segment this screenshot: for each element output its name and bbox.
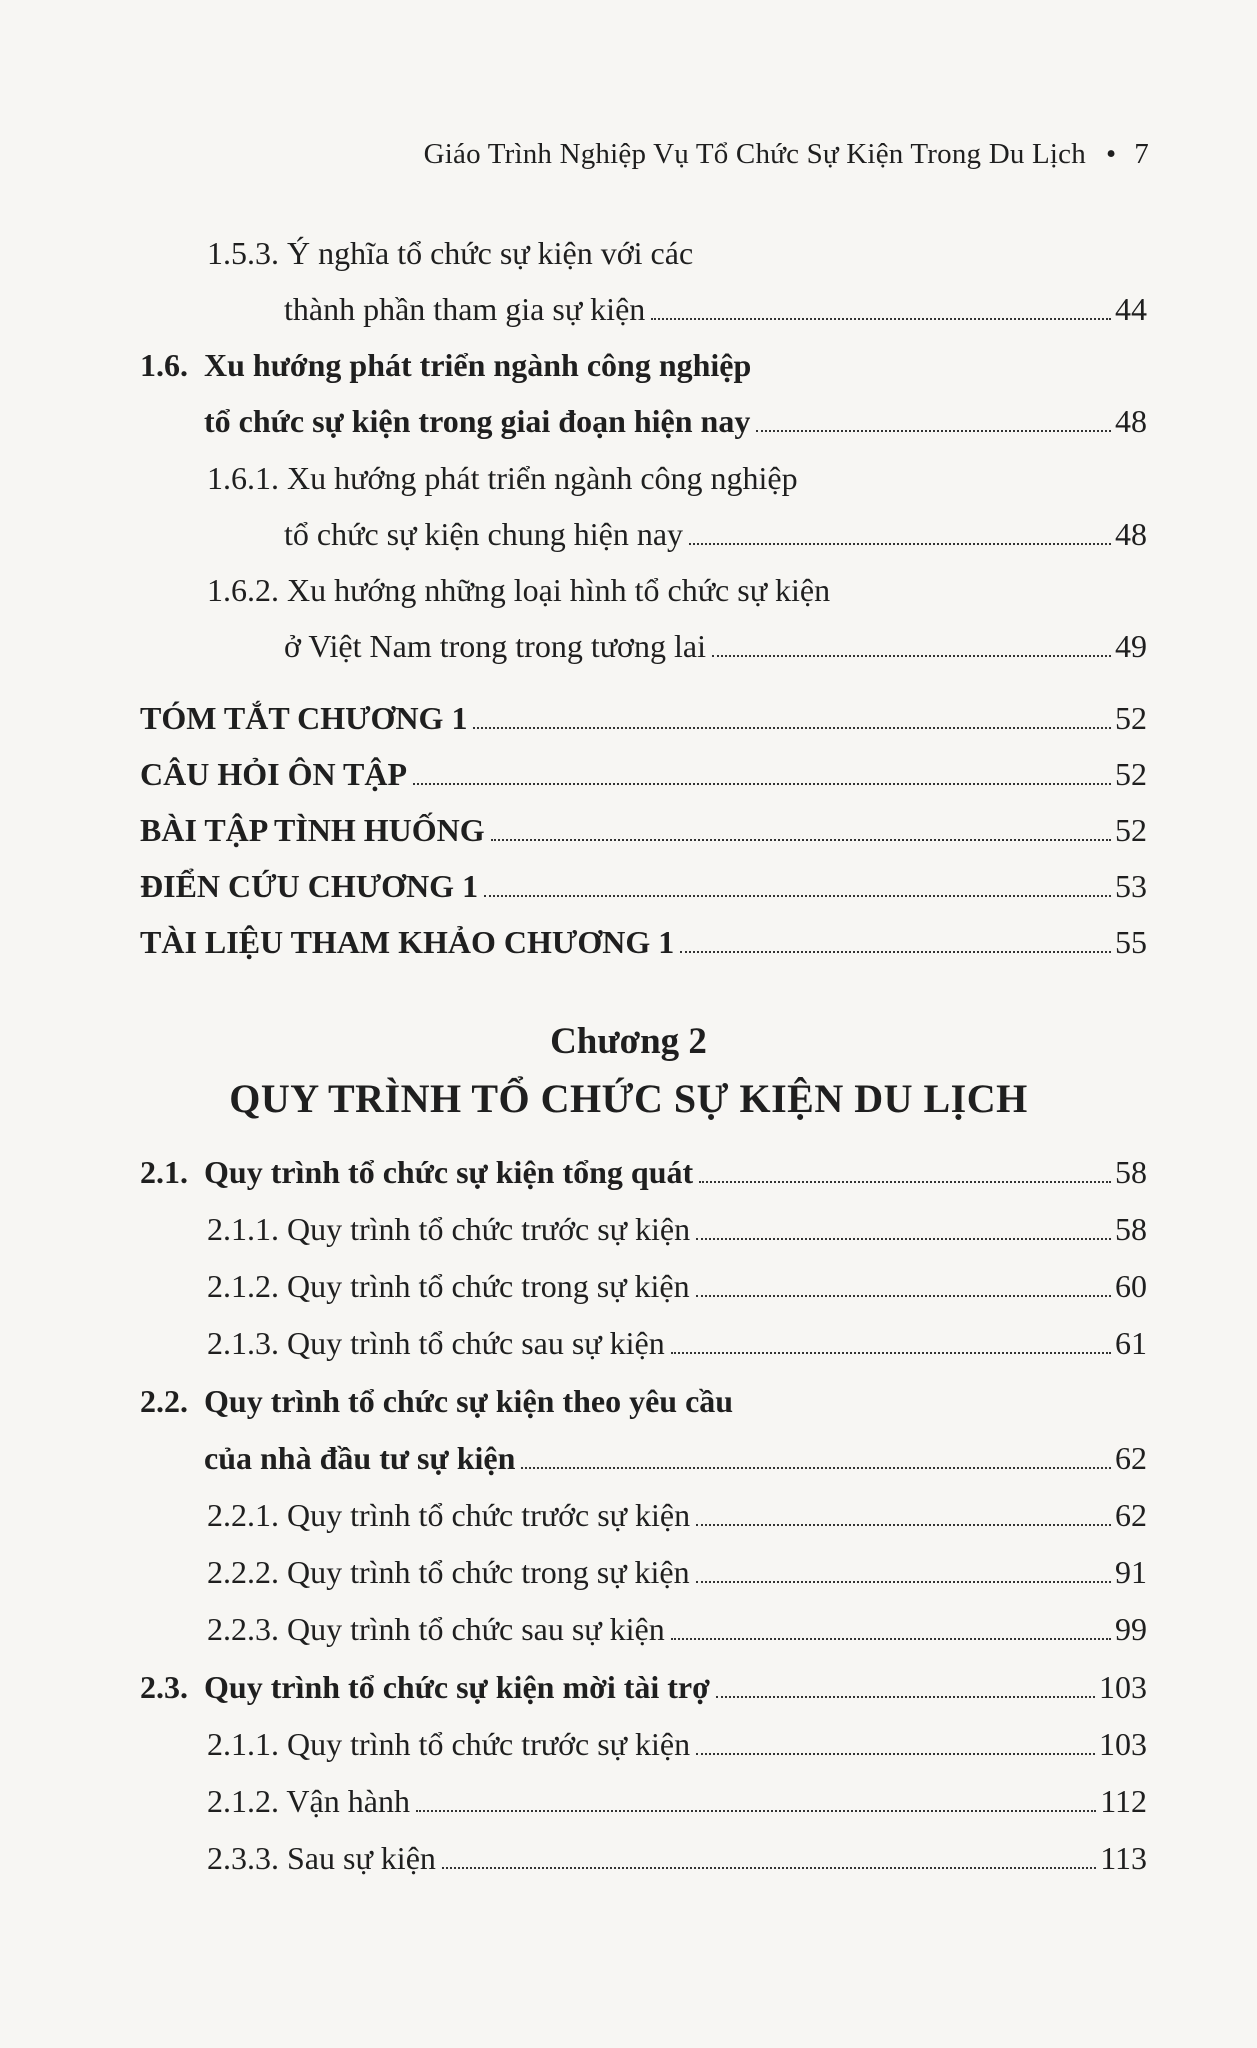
toc-entry-1-6-line1: 1.6. Xu hướng phát triển ngành công nghiệp <box>140 347 752 383</box>
running-header <box>424 138 1149 171</box>
toc-entry-1-5-3[interactable]: thành phần tham gia sự kiện 44 <box>284 291 1147 327</box>
toc-page: 60 <box>1115 1268 1147 1304</box>
toc-page: 52 <box>1115 812 1147 848</box>
dot-leader <box>491 839 1111 841</box>
dot-leader <box>651 318 1111 320</box>
dot-leader <box>696 1581 1111 1583</box>
dot-leader <box>671 1638 1111 1640</box>
toc-references-chapter-1[interactable]: TÀI LIỆU THAM KHẢO CHƯƠNG 1 55 <box>140 924 1147 960</box>
toc-review-questions[interactable]: CÂU HỎI ÔN TẬP 52 <box>140 756 1147 792</box>
toc-case-exercises[interactable]: BÀI TẬP TÌNH HUỐNG 52 <box>140 812 1147 848</box>
dot-leader <box>696 1238 1111 1240</box>
toc-entry-1-6-1-line1: 1.6.1. Xu hướng phát triển ngành công nghiệp <box>207 460 798 496</box>
dot-leader <box>416 1810 1096 1812</box>
toc-page: 49 <box>1115 628 1147 664</box>
toc-entry-2-3-1[interactable]: 2.1.1. Quy trình tổ chức trước sự kiện 103 <box>207 1726 1147 1762</box>
toc-entry-2-2-line1: 2.2. Quy trình tổ chức sự kiện theo yêu cầu <box>140 1383 734 1419</box>
dot-leader <box>712 655 1111 657</box>
toc-page: 55 <box>1115 924 1147 960</box>
toc-page: 113 <box>1100 1840 1147 1876</box>
toc-page: 48 <box>1115 516 1147 552</box>
toc-page: 52 <box>1115 700 1147 736</box>
toc-entry-1-6[interactable]: tổ chức sự kiện trong giai đoạn hiện nay 48 <box>204 403 1147 439</box>
dot-leader <box>413 783 1111 785</box>
toc-page: 99 <box>1115 1611 1147 1647</box>
toc-page: 53 <box>1115 868 1147 904</box>
header-separator: • <box>1105 138 1117 170</box>
book-title: Giáo Trình Nghiệp Vụ Tổ Chức Sự Kiện Trong Du Lịch <box>423 138 1086 170</box>
toc-summary-chapter-1[interactable]: TÓM TẮT CHƯƠNG 1 52 <box>140 700 1147 736</box>
toc-page: 62 <box>1115 1440 1147 1476</box>
dot-leader <box>696 1295 1111 1297</box>
chapter-label: Chương 2 <box>550 1021 707 1062</box>
toc-case-study-chapter-1[interactable]: ĐIỂN CỨU CHƯƠNG 1 53 <box>140 868 1147 904</box>
toc-page: 44 <box>1115 291 1147 327</box>
toc-page: 58 <box>1115 1211 1147 1247</box>
toc-entry-2-2-3[interactable]: 2.2.3. Quy trình tổ chức sau sự kiện 99 <box>207 1611 1147 1647</box>
dot-leader <box>521 1467 1111 1469</box>
toc-entry-1-6-1[interactable]: tổ chức sự kiện chung hiện nay 48 <box>284 516 1147 552</box>
toc-entry-2-3-3[interactable]: 2.3.3. Sau sự kiện 113 <box>207 1840 1147 1876</box>
toc-entry-2-2[interactable]: của nhà đầu tư sự kiện 62 <box>204 1440 1147 1476</box>
toc-entry-2-1-2[interactable]: 2.1.2. Quy trình tổ chức trong sự kiện 60 <box>207 1268 1147 1304</box>
toc-page: 91 <box>1115 1554 1147 1590</box>
toc-page: 52 <box>1115 756 1147 792</box>
toc-entry-1-6-2-line1: 1.6.2. Xu hướng những loại hình tổ chức sự kiện <box>207 572 831 608</box>
toc-entry-2-1[interactable]: 2.1. Quy trình tổ chức sự kiện tổng quát 58 <box>140 1154 1147 1190</box>
dot-leader <box>473 727 1111 729</box>
toc-entry-2-3[interactable]: 2.3. Quy trình tổ chức sự kiện mời tài trợ 103 <box>140 1669 1147 1705</box>
dot-leader <box>689 543 1111 545</box>
toc-page: 112 <box>1100 1783 1147 1819</box>
toc-entry-2-2-2[interactable]: 2.2.2. Quy trình tổ chức trong sự kiện 91 <box>207 1554 1147 1590</box>
toc-page: 103 <box>1099 1669 1147 1705</box>
dot-leader <box>699 1181 1111 1183</box>
dot-leader <box>696 1524 1111 1526</box>
dot-leader <box>671 1352 1111 1354</box>
dot-leader <box>442 1867 1096 1869</box>
toc-page: 103 <box>1099 1726 1147 1762</box>
toc-entry-2-3-2[interactable]: 2.1.2. Vận hành 112 <box>207 1783 1147 1819</box>
toc-page: 62 <box>1115 1497 1147 1533</box>
dot-leader <box>696 1753 1095 1755</box>
toc-page: 58 <box>1115 1154 1147 1190</box>
dot-leader <box>484 895 1111 897</box>
toc-entry-1-5-3-line1: 1.5.3. Ý nghĩa tổ chức sự kiện với các <box>207 235 694 271</box>
toc-page: 48 <box>1115 403 1147 439</box>
toc-entry-2-2-1[interactable]: 2.2.1. Quy trình tổ chức trước sự kiện 62 <box>207 1497 1147 1533</box>
toc-page: 61 <box>1115 1325 1147 1361</box>
toc-entry-2-1-1[interactable]: 2.1.1. Quy trình tổ chức trước sự kiện 58 <box>207 1211 1147 1247</box>
dot-leader <box>680 951 1111 953</box>
page-number: 7 <box>1134 138 1149 170</box>
dot-leader <box>716 1696 1095 1698</box>
toc-entry-2-1-3[interactable]: 2.1.3. Quy trình tổ chức sau sự kiện 61 <box>207 1325 1147 1361</box>
toc-entry-1-6-2[interactable]: ở Việt Nam trong trong tương lai 49 <box>284 628 1147 664</box>
dot-leader <box>756 430 1111 432</box>
chapter-title: QUY TRÌNH TỔ CHỨC SỰ KIỆN DU LỊCH <box>229 1076 1028 1121</box>
